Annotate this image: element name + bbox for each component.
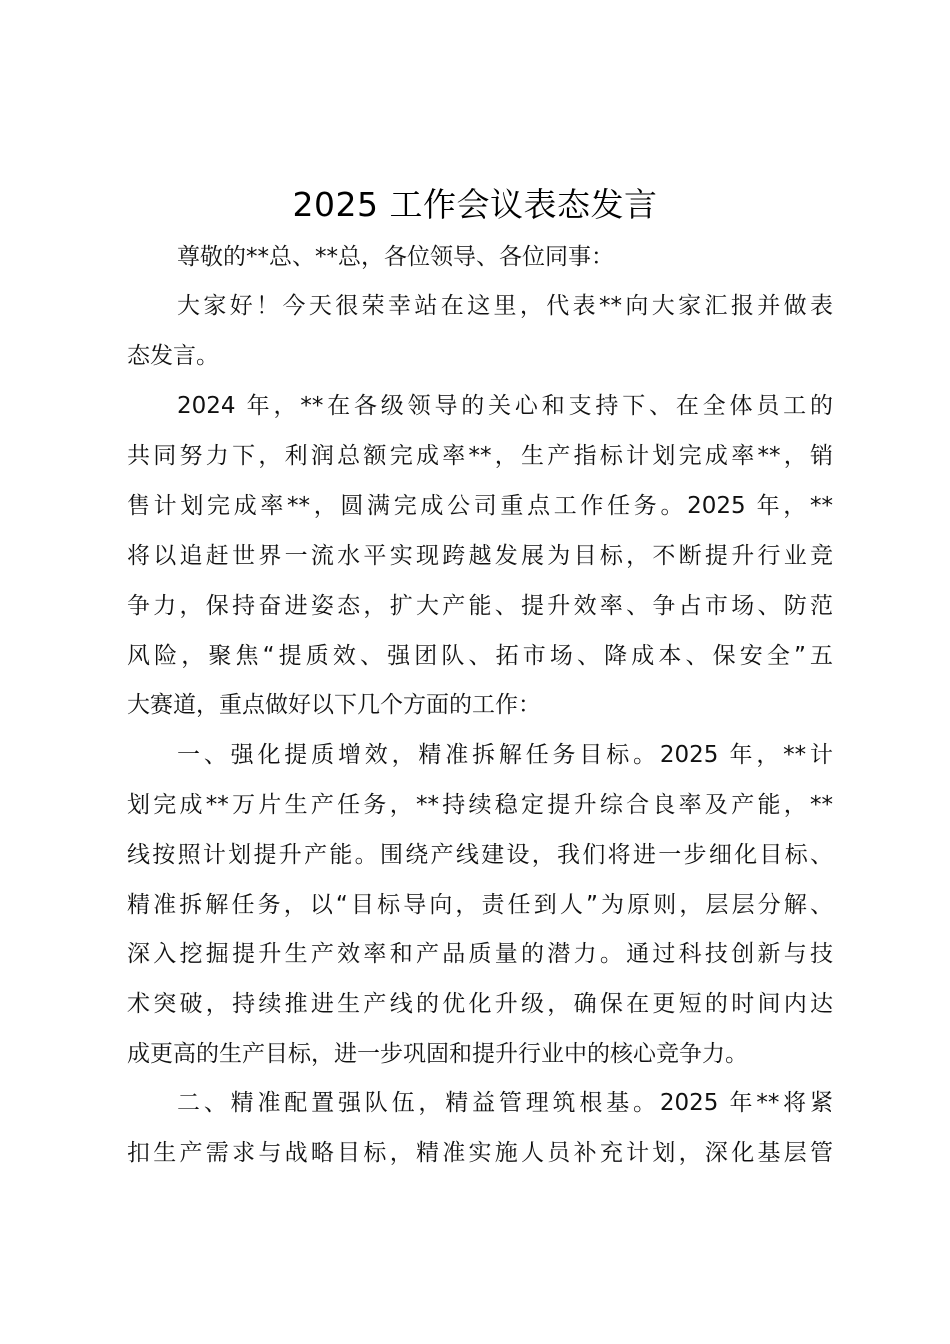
paragraph-line: 线按照计划提升产能。围绕产线建设，我们将进一步细化目标、 [127,842,833,868]
paragraph-line: 2024 年，**在各级领导的关心和支持下、在全体员工的 [177,393,833,419]
paragraph-line: 大赛道，重点做好以下几个方面的工作： [127,692,541,718]
paragraph-line: 深入挖掘提升生产效率和产品质量的潜力。通过科技创新与技 [127,941,833,967]
paragraph-line: 成更高的生产目标，进一步巩固和提升行业中的核心竞争力。 [127,1041,748,1067]
salutation-line: 尊敬的**总、**总，各位领导、各位同事： [177,244,614,270]
paragraph-line: 争力，保持奋进姿态，扩大产能、提升效率、争占市场、防范 [127,593,833,619]
section-heading-line: 二、精准配置强队伍，精益管理筑根基。2025 年**将紧 [177,1090,833,1116]
paragraph-line: 售计划完成率**，圆满完成公司重点工作任务。2025 年，** [127,493,833,519]
paragraph-line: 态发言。 [127,343,219,369]
paragraph-line: 风险，聚焦“提质效、强团队、拓市场、降成本、保安全”五 [127,643,833,669]
paragraph-line: 扣生产需求与战略目标，精准实施人员补充计划，深化基层管 [127,1140,833,1166]
paragraph-line: 将以追赶世界一流水平实现跨越发展为目标，不断提升行业竞 [127,543,833,569]
section-heading-line: 一、强化提质增效，精准拆解任务目标。2025 年，**计 [177,742,833,768]
paragraph-line: 精准拆解任务，以“目标导向，责任到人”为原则，层层分解、 [127,892,833,918]
document-title: 2025 工作会议表态发言 [292,185,658,224]
paragraph-line: 术突破，持续推进生产线的优化升级，确保在更短的时间内达 [127,991,833,1017]
paragraph-line: 划完成**万片生产任务，**持续稳定提升综合良率及产能，** [127,792,833,818]
paragraph-line: 共同努力下，利润总额完成率**，生产指标计划完成率**，销 [127,443,833,469]
paragraph-line: 大家好！今天很荣幸站在这里，代表**向大家汇报并做表 [177,293,833,319]
